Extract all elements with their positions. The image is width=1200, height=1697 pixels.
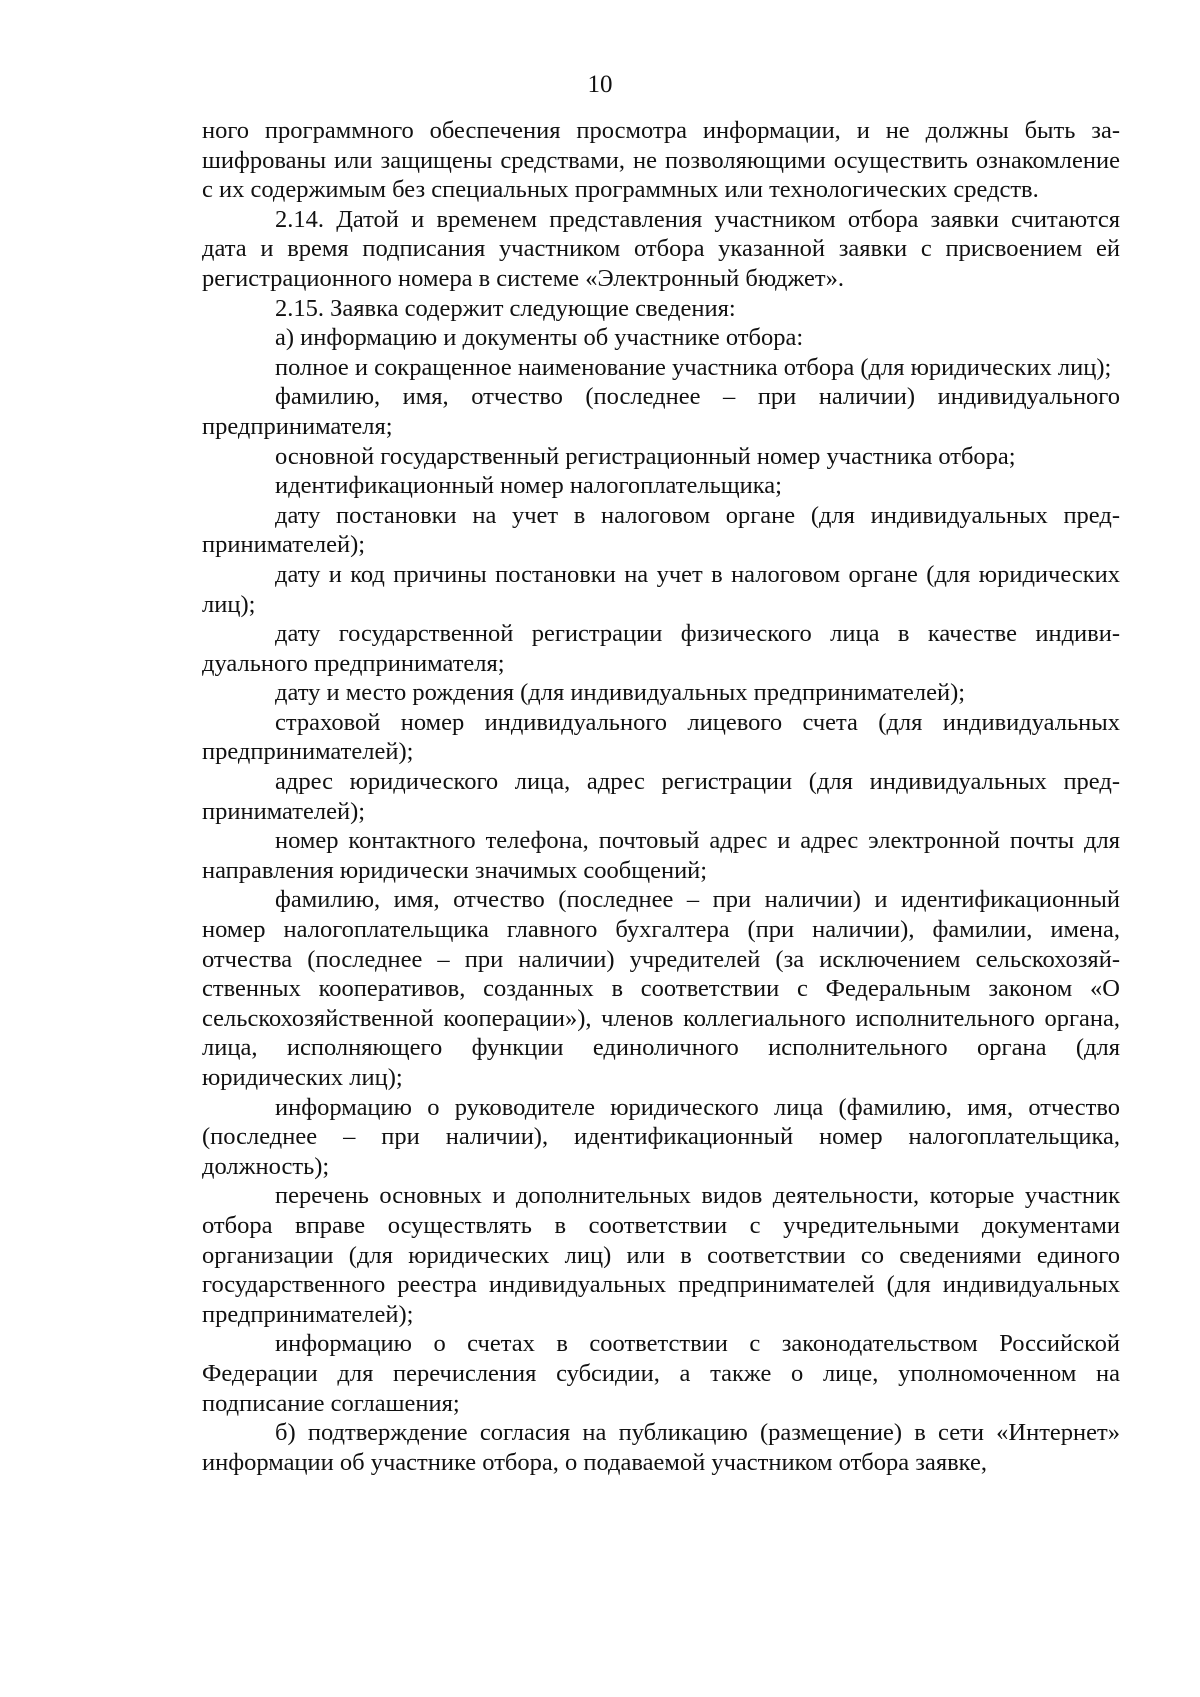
paragraph-snils: страховой номер индивидуального лицевого счета (для индивидуальных предпринимателей);	[202, 708, 1120, 766]
paragraph-fio-entrepreneur: фамилию, имя, отчество (последнее – при наличии) индивидуального предпринимателя;	[202, 383, 1120, 440]
paragraph-full-name: полное и сокращенное наименование участника отбора (для юридических лиц);	[275, 353, 1112, 381]
paragraph-contacts: номер контактного телефона, почтовый адрес и адрес электронной почты для направления юридически значимых сообщений;	[202, 827, 1120, 884]
paragraph-birth-date-place: дату и место рождения (для индивидуальных предпринимателей);	[275, 679, 966, 707]
paragraph-activities: перечень основных и дополнительных видов деятельности, которые участник отбора вправе осуществлять в соответствии с учредительными документами организации (для юридических лиц) или в соответствии со сведениями единого государственного реестра индивидуальных предпринимателей (для индивидуальных предпринимателей);	[202, 1182, 1120, 1328]
paragraph-tax-registration-date: дату постановки на учет в налоговом органе (для индивидуальных предпринимателей);	[202, 501, 1120, 559]
document-body	[202, 116, 1120, 1477]
paragraph-ogrn: основной государственный регистрационный номер участника отбора;	[275, 442, 1016, 470]
paragraph-2-14: 2.14. Датой и временем представления участником отбора заявки считаются дата и время подписания участником отбора указанной заявки с присвоением ей регистрационного номера в системе «Электронный бюджет».	[202, 205, 1120, 292]
paragraph-state-registration-date: дату государственной регистрации физического лица в качестве индивидуального предпринимателя;	[202, 620, 1120, 677]
paragraph-founders: фамилию, имя, отчество (последнее – при наличии) и идентификационный номер налогоплательщика главного бухгалтера (при наличии), фамилии, имена, отчества (последнее – при наличии) учредителей (за исключением сельскохозяйственных кооперативов, созданных в соответствии с Федеральным законом «О сельскохозяйственной кооперации»), членов коллегиального исполнительного органа, лица, исполняющего функции единоличного исполнительного органа (для юридических лиц);	[202, 886, 1120, 1091]
paragraph-2-15: 2.15. Заявка содержит следующие сведения:	[275, 294, 736, 322]
paragraph-head-info: информацию о руководителе юридического лица (фамилию, имя, отчество (последнее – при наличии), идентификационный номер налогоплательщика, должность);	[202, 1093, 1120, 1180]
paragraph-accounts: информацию о счетах в соответствии с законодательством Российской Федерации для перечисления субсидии, а также о лице, уполномоченном на подписание соглашения;	[202, 1330, 1120, 1417]
page-number: 10	[587, 71, 613, 98]
paragraph-inn: идентификационный номер налогоплательщика;	[275, 472, 782, 500]
paragraph-address: адрес юридического лица, адрес регистрации (для индивидуальных предпринимателей);	[202, 768, 1120, 825]
paragraph-item-a: а) информацию и документы об участнике отбора:	[275, 324, 804, 352]
paragraph-continuation: ного программного обеспечения просмотра информации, и не должны быть зашифрованы или защищены средствами, не позволяющими осуществить ознакомление с их содержимым без специальных программных или технологических средств.	[202, 117, 1120, 204]
paragraph-item-b: б) подтверждение согласия на публикацию (размещение) в сети «Интернет» информации об участнике отбора, о подаваемой участником отбора заявке,	[202, 1419, 1120, 1476]
paragraph-kpp: дату и код причины постановки на учет в налоговом органе (для юридических лиц);	[202, 560, 1120, 618]
